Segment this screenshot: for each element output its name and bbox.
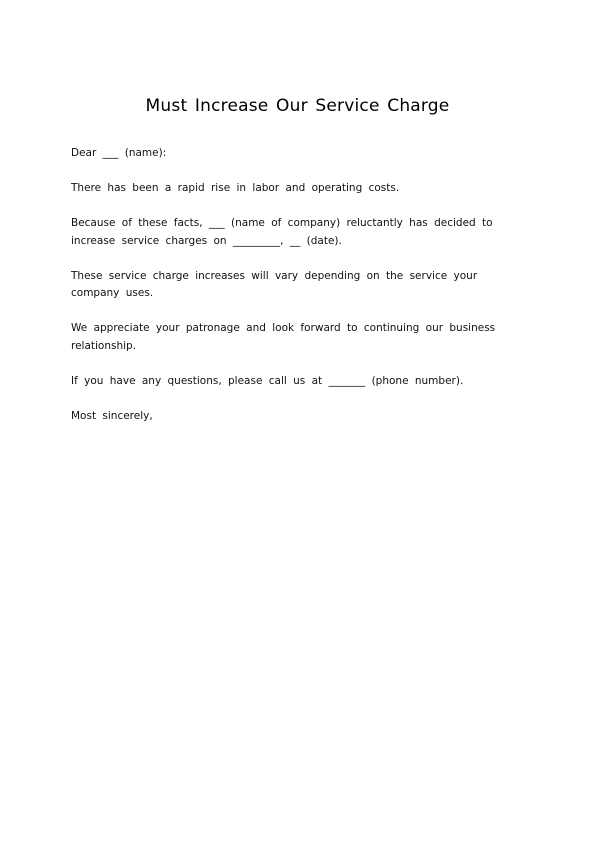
paragraph-costs: There has been a rapid rise in labor and operating costs. [71,182,400,194]
letter-body [71,145,511,443]
paragraph-decision: Because of these facts, ___ (name of company) reluctantly has decided to increase service charges on _________, __ (date). [71,217,493,247]
paragraph-variation: These service charge increases will vary depending on the service your company uses. [71,269,478,299]
paragraph-contact: If you have any questions, please call us at _______ (phone number). [71,374,464,387]
letter-title: Must Increase Our Service Charge [145,96,450,116]
paragraph-appreciation: We appreciate your patronage and look forward to continuing our business relationship. [71,322,496,352]
closing: Most sincerely, [71,409,153,422]
salutation: Dear ___ (name): [71,147,167,159]
